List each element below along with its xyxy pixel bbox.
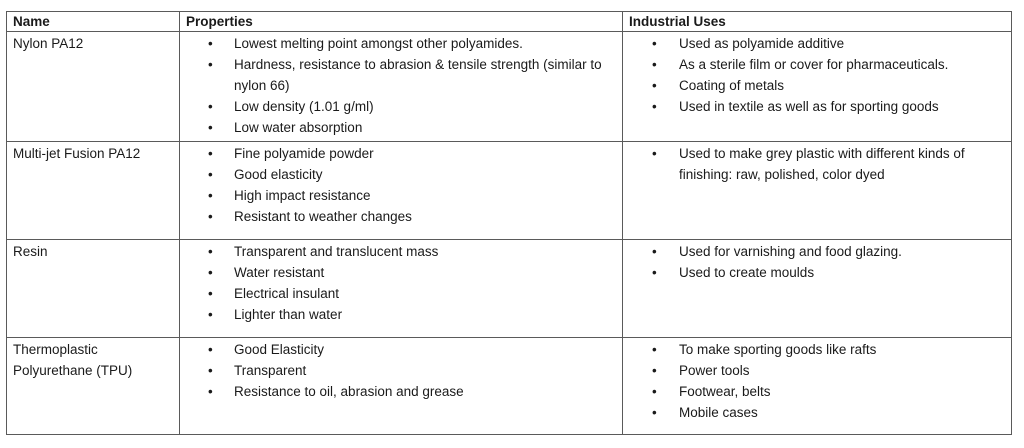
properties-cell [180,142,623,240]
table-row [7,32,1012,142]
uses-list [629,241,1005,283]
list-item: • Good Elasticity [186,339,616,360]
list-item: • Mobile cases [629,402,1005,423]
list-item: • Used to make grey plastic with different kinds of finishing: raw, polished, color dyed [629,143,1005,185]
uses-cell [623,32,1012,142]
list-item: • Fine polyamide powder [186,143,616,164]
uses-cell [623,338,1012,435]
material-name: Nylon PA12 [7,32,180,142]
header-name: Name [7,12,180,32]
list-item: • As a sterile film or cover for pharmaceuticals. [629,54,1005,75]
list-item: • Hardness, resistance to abrasion & tensile strength (similar to nylon 66) [186,54,616,96]
list-item: • Lighter than water [186,304,616,325]
material-name: Multi-jet Fusion PA12 [7,142,180,240]
list-item: • Good elasticity [186,164,616,185]
list-item: • Resistant to weather changes [186,206,616,227]
list-item: • Power tools [629,360,1005,381]
material-name: Thermoplastic Polyurethane (TPU) [7,338,180,435]
header-industrial-uses: Industrial Uses [623,12,1012,32]
list-item: • Resistance to oil, abrasion and grease [186,381,616,402]
list-item: • Transparent and translucent mass [186,241,616,262]
list-item: • Low density (1.01 g/ml) [186,96,616,117]
material-name: Resin [7,240,180,338]
properties-list [186,241,616,325]
list-item: • Footwear, belts [629,381,1005,402]
table-row [7,142,1012,240]
properties-list [186,33,616,138]
properties-cell [180,338,623,435]
materials-table [6,11,1012,435]
list-item: • Used to create moulds [629,262,1005,283]
list-item: • To make sporting goods like rafts [629,339,1005,360]
header-row [7,12,1012,32]
uses-list [629,143,1005,185]
list-item: • Water resistant [186,262,616,283]
uses-cell [623,142,1012,240]
list-item: • Used in textile as well as for sporting goods [629,96,1005,117]
list-item: • High impact resistance [186,185,616,206]
list-item: • Transparent [186,360,616,381]
table-row [7,240,1012,338]
list-item: • Used for varnishing and food glazing. [629,241,1005,262]
uses-list [629,339,1005,423]
list-item: • Electrical insulant [186,283,616,304]
list-item: • Coating of metals [629,75,1005,96]
list-item: • Lowest melting point amongst other polyamides. [186,33,616,54]
list-item: • Low water absorption [186,117,616,138]
list-item: • Used as polyamide additive [629,33,1005,54]
uses-cell [623,240,1012,338]
table-row [7,338,1012,435]
header-properties: Properties [180,12,623,32]
uses-list [629,33,1005,117]
properties-list [186,143,616,227]
properties-list [186,339,616,402]
properties-cell [180,240,623,338]
properties-cell [180,32,623,142]
